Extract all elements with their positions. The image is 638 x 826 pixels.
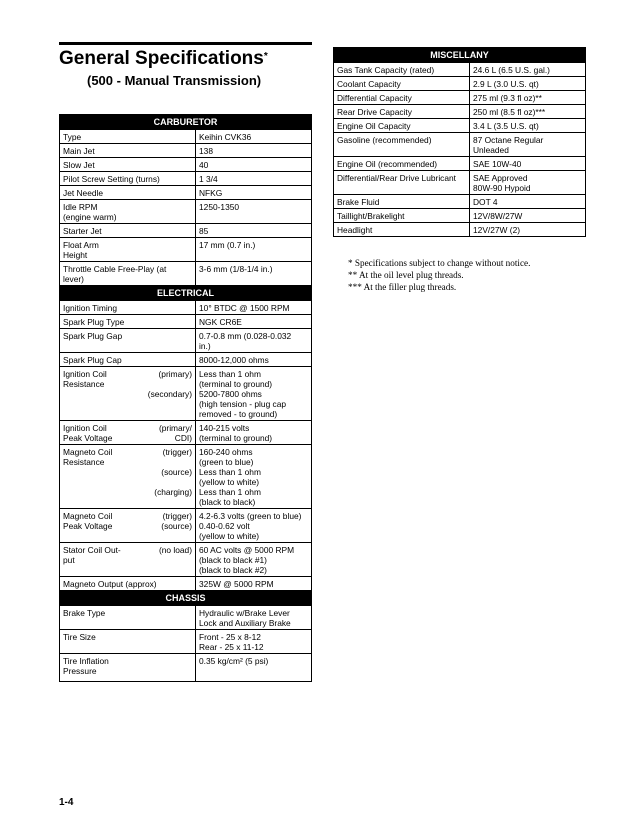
footnotes: [334, 257, 604, 293]
row-label: Gas Tank Capacity (rated): [334, 63, 470, 77]
row-value: 275 ml (9.3 fl oz)**: [470, 91, 586, 105]
table-row: [60, 654, 312, 682]
row-label: Spark Plug Gap: [60, 329, 196, 353]
table-row: [60, 200, 312, 224]
row-value: 40: [196, 158, 312, 172]
table-row: [60, 445, 312, 509]
title-footnote-mark: *: [263, 51, 268, 62]
table-row: [60, 543, 312, 577]
row-label: [60, 543, 196, 577]
row-label: Magneto Output (approx): [60, 577, 196, 591]
footnote: ** At the oil level plug threads.: [348, 270, 464, 280]
row-value: 87 Octane Regular Unleaded: [470, 133, 586, 157]
row-value: 2.9 L (3.0 U.S. qt): [470, 77, 586, 91]
table-row: [60, 509, 312, 543]
row-value: 140-215 volts (terminal to ground): [196, 421, 312, 445]
table-row: [334, 133, 586, 157]
row-value: DOT 4: [470, 195, 586, 209]
row-value: 325W @ 5000 RPM: [196, 577, 312, 591]
row-label-text: Ignition Coil Peak Voltage: [63, 423, 113, 443]
electrical-header-row: [60, 286, 312, 301]
table-row: [60, 186, 312, 200]
row-label: [60, 509, 196, 543]
table-row: [60, 577, 312, 591]
table-row: [334, 105, 586, 119]
table-row: [60, 367, 312, 421]
row-label: Taillight/Brakelight: [334, 209, 470, 223]
row-value: 138: [196, 144, 312, 158]
row-label-text: Magneto Coil Resistance: [63, 447, 113, 467]
row-label: Headlight: [334, 223, 470, 237]
row-value: Keihin CVK36: [196, 130, 312, 144]
row-label: Engine Oil (recommended): [334, 157, 470, 171]
row-qualifier: (no load): [158, 545, 192, 555]
row-label-text: Magneto Coil Peak Voltage: [63, 511, 113, 531]
row-qualifier: (primary/ CDI): [158, 423, 192, 443]
row-label: Type: [60, 130, 196, 144]
table-row: [334, 63, 586, 77]
row-label: Float Arm Height: [60, 238, 196, 262]
row-label: Tire Size: [60, 630, 196, 654]
table-row: [334, 223, 586, 237]
row-label: Slow Jet: [60, 158, 196, 172]
row-label: Gasoline (recommended): [334, 133, 470, 157]
row-value: NFKG: [196, 186, 312, 200]
row-label: [60, 421, 196, 445]
row-label: Throttle Cable Free-Play (at lever): [60, 262, 196, 286]
table-row: [60, 421, 312, 445]
row-value: NGK CR6E: [196, 315, 312, 329]
table-row: [60, 262, 312, 286]
row-value: 1250-1350: [196, 200, 312, 224]
row-value: 0.7-0.8 mm (0.028-0.032 in.): [196, 329, 312, 353]
table-row: [60, 130, 312, 144]
row-label-text: Stator Coil Out- put: [63, 545, 121, 565]
row-label: Engine Oil Capacity: [334, 119, 470, 133]
row-value: 85: [196, 224, 312, 238]
row-label: Tire Inflation Pressure: [60, 654, 196, 682]
table-row: [60, 144, 312, 158]
table-row: [60, 329, 312, 353]
table-row: [60, 630, 312, 654]
row-label: Brake Fluid: [334, 195, 470, 209]
table-row: [334, 195, 586, 209]
row-value: 10° BTDC @ 1500 RPM: [196, 301, 312, 315]
row-label-text: Ignition Coil Resistance: [63, 369, 107, 389]
row-label: Spark Plug Cap: [60, 353, 196, 367]
chassis-header-row: [60, 591, 312, 606]
table-row: [334, 171, 586, 195]
table-row: [60, 301, 312, 315]
carburetor-header-row: [60, 115, 312, 130]
row-value: SAE 10W-40: [470, 157, 586, 171]
table-row: [60, 606, 312, 630]
row-label: Pilot Screw Setting (turns): [60, 172, 196, 186]
row-value: 24.6 L (6.5 U.S. gal.): [470, 63, 586, 77]
row-label: Spark Plug Type: [60, 315, 196, 329]
page-subtitle: (500 - Manual Transmission): [87, 73, 262, 88]
row-label: Starter Jet: [60, 224, 196, 238]
row-label: Main Jet: [60, 144, 196, 158]
row-value: 250 ml (8.5 fl oz)***: [470, 105, 586, 119]
footnote: * Specifications subject to change without notice.: [348, 258, 531, 268]
table-row: [334, 77, 586, 91]
row-value: Front - 25 x 8-12 Rear - 25 x 11-12: [196, 630, 312, 654]
row-label: Idle RPM (engine warm): [60, 200, 196, 224]
row-value: 0.35 kg/cm² (5 psi): [196, 654, 312, 682]
row-label: Differential Capacity: [334, 91, 470, 105]
table-row: [334, 157, 586, 171]
row-label: Differential/Rear Drive Lubricant: [334, 171, 470, 195]
row-qualifier: (trigger) (source): [161, 511, 192, 531]
row-value: 12V/27W (2): [470, 223, 586, 237]
table-row: [60, 315, 312, 329]
miscellany-header: MISCELLANY: [334, 48, 586, 63]
row-label: Jet Needle: [60, 186, 196, 200]
row-value: 160-240 ohms (green to blue) Less than 1 ohm (yellow to white) Less than 1 ohm (black to black): [196, 445, 312, 509]
row-value: SAE Approved 80W-90 Hypoid: [470, 171, 586, 195]
page-title-text: General Specifications: [59, 48, 264, 69]
row-value: 8000-12,000 ohms: [196, 353, 312, 367]
chassis-header: CHASSIS: [60, 591, 312, 606]
table-row: [60, 224, 312, 238]
row-label: Coolant Capacity: [334, 77, 470, 91]
row-label: [60, 367, 196, 421]
row-value: Less than 1 ohm (terminal to ground) 5200-7800 ohms (high tension - plug cap removed - to ground): [196, 367, 312, 421]
row-qualifier: (trigger) (source) (charging): [154, 447, 192, 497]
electrical-header: ELECTRICAL: [60, 286, 312, 301]
table-row: [334, 119, 586, 133]
page-number: 1-4: [59, 797, 74, 808]
row-value: 3.4 L (3.5 U.S. qt): [470, 119, 586, 133]
table-row: [60, 353, 312, 367]
table-row: [60, 172, 312, 186]
carburetor-header: CARBURETOR: [60, 115, 312, 130]
table-row: [334, 91, 586, 105]
row-label: Ignition Timing: [60, 301, 196, 315]
row-value: 17 mm (0.7 in.): [196, 238, 312, 262]
row-value: 1 3/4: [196, 172, 312, 186]
table-row: [334, 209, 586, 223]
table-row: [60, 238, 312, 262]
title-rule: [59, 42, 312, 45]
row-value: Hydraulic w/Brake Lever Lock and Auxiliary Brake: [196, 606, 312, 630]
row-label: [60, 445, 196, 509]
page-title: [59, 48, 319, 70]
miscellany-header-row: [334, 48, 586, 63]
left-spec-table: [59, 114, 312, 682]
table-row: [60, 158, 312, 172]
row-value: 60 AC volts @ 5000 RPM (black to black #1) (black to black #2): [196, 543, 312, 577]
row-label: Brake Type: [60, 606, 196, 630]
row-value: 12V/8W/27W: [470, 209, 586, 223]
footnote: *** At the filler plug threads.: [348, 282, 457, 292]
row-value: 3-6 mm (1/8-1/4 in.): [196, 262, 312, 286]
row-label: Rear Drive Capacity: [334, 105, 470, 119]
row-value: 4.2-6.3 volts (green to blue) 0.40-0.62 volt (yellow to white): [196, 509, 312, 543]
miscellany-table: [333, 47, 586, 237]
row-qualifier: (primary) (secondary): [147, 369, 192, 399]
